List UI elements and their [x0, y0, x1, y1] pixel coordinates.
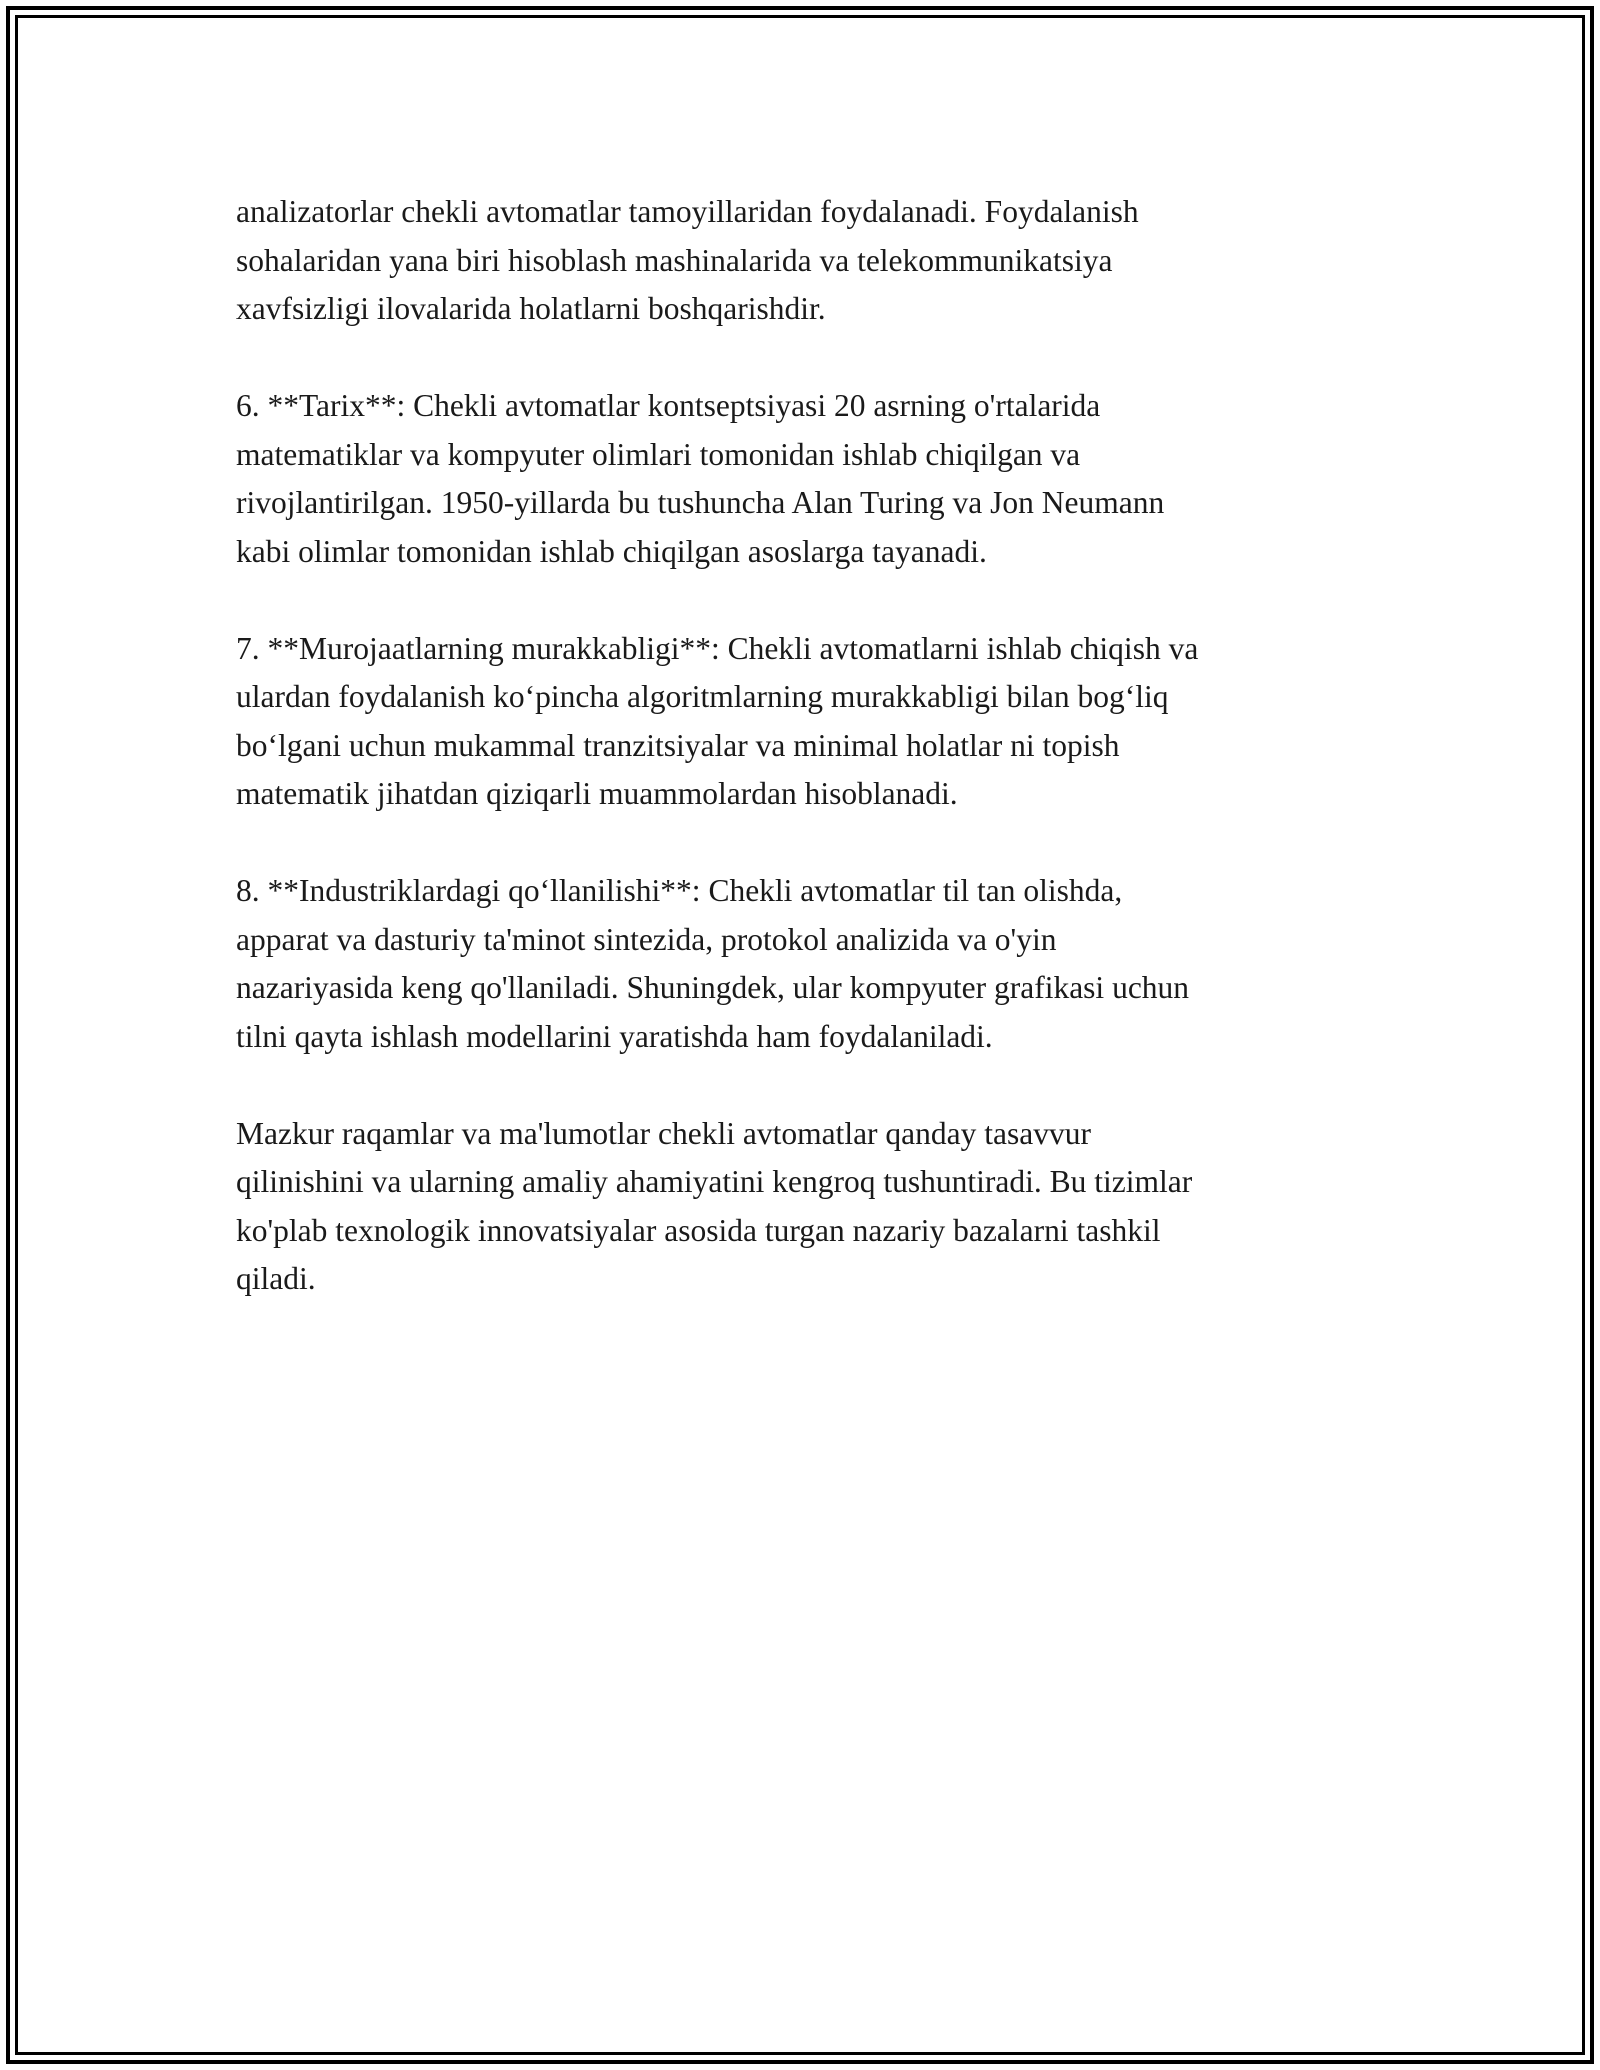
paragraph-item-7-complexity: 7. **Murojaatlarning murakkabligi**: Chekli avtomatlarni ishlab chiqish va ulardan foydalanish ko‘pincha algoritmlarning murakkabligi bilan bog‘liq bo‘lgani uchun mukammal tranzitsiyalar va minimal holatlar ni topish matematik jihatdan qiziqarli muammolardan hisoblanadi. [236, 630, 1199, 811]
paragraph-item-6-history: 6. **Tarix**: Chekli avtomatlar kontseptsiyasi 20 asrning o'rtalarida matematiklar va kompyuter olimlari tomonidan ishlab chiqilgan va rivojlantirilgan. 1950-yillarda bu tushuncha Alan Turing va Jon Neumann kabi olimlar tomonidan ishlab chiqilgan asoslarga tayanadi. [236, 388, 1165, 569]
paragraph-conclusion: Mazkur raqamlar va ma'lumotlar chekli avtomatlar qanday tasavvur qilinishini va ularning amaliy ahamiyatini kengroq tushuntiradi. Bu tizimlar ko'plab texnologik innovatsiyalar asosida turgan nazariy bazalarni tashkil qiladi. [236, 1115, 1193, 1296]
paragraph-intro-continuation: analizatorlar chekli avtomatlar tamoyillaridan foydalanadi. Foydalanish sohalaridan yana biri hisoblash mashinalarida va telekommunikatsiya xavfsizligi ilovalarida holatlarni boshqarishdir. [236, 194, 1139, 326]
document-body [236, 188, 1366, 1352]
paragraph-item-8-industry: 8. **Industriklardagi qo‘llanilishi**: Chekli avtomatlar til tan olishda, apparat va dasturiy ta'minot sintezida, protokol analizida va o'yin nazariyasida keng qo'llaniladi. Shuningdek, ular kompyuter grafikasi uchun tilni qayta ishlash modellarini yaratishda ham foydalaniladi. [236, 873, 1190, 1054]
